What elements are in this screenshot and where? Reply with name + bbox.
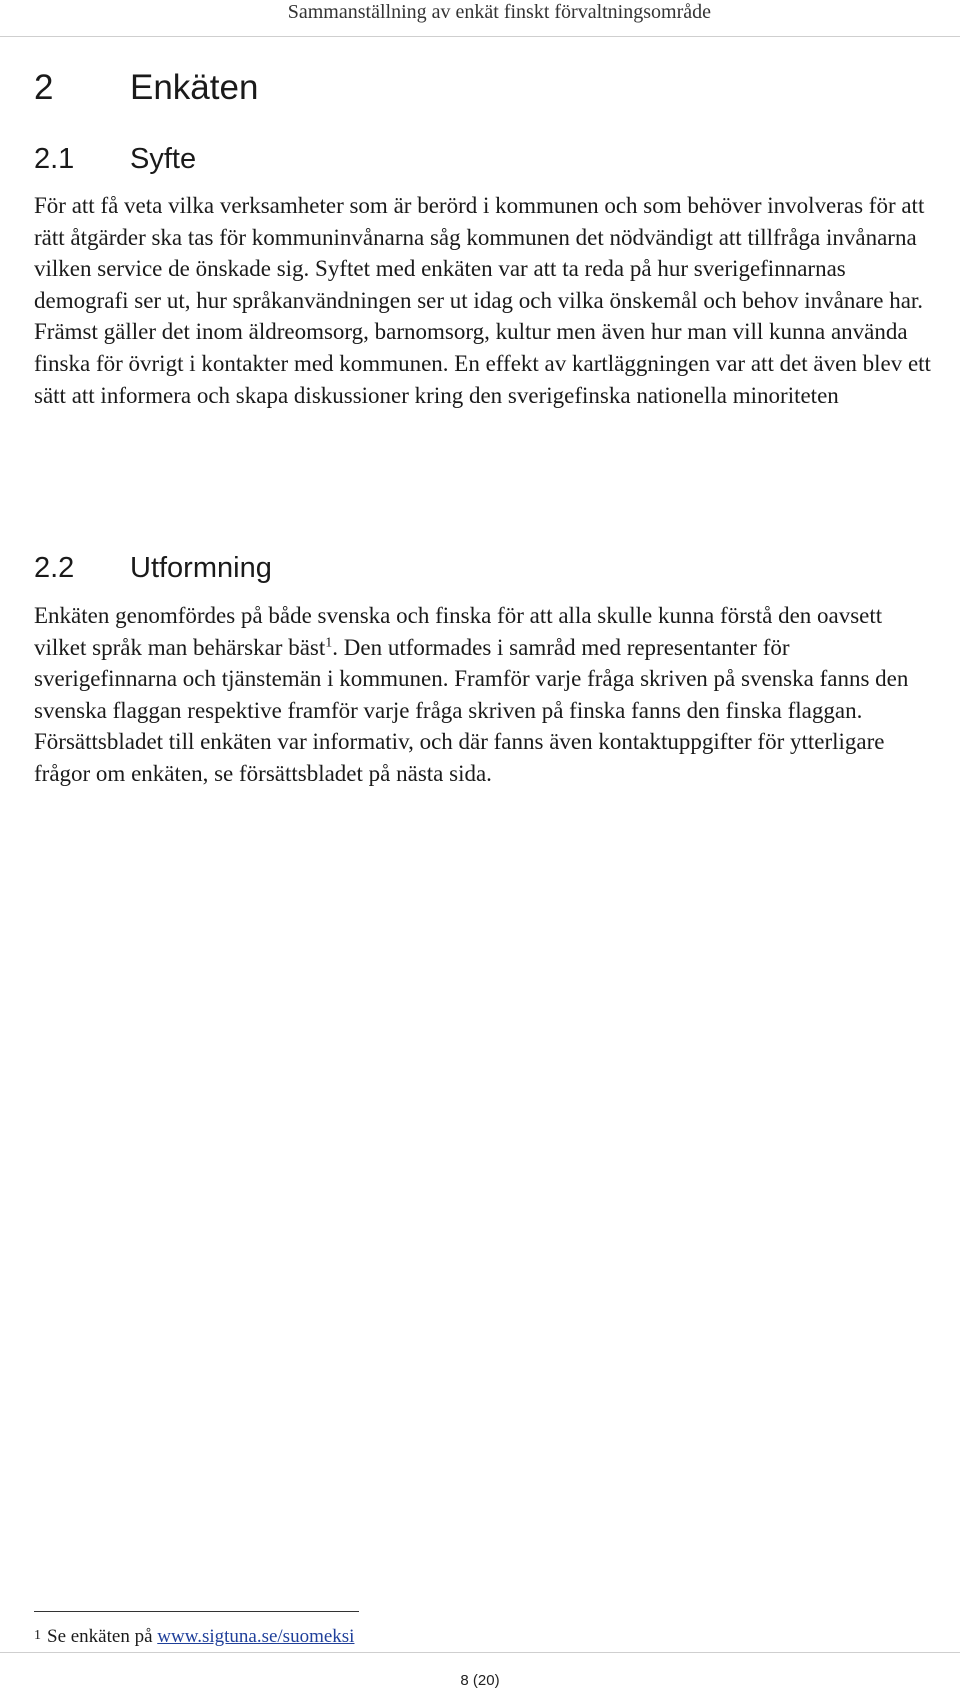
section-heading-syfte (34, 141, 196, 177)
chapter-title: Enkäten (130, 68, 259, 107)
footnote-mark: 1 (34, 1628, 41, 1643)
body-text: . Den utformades i samråd med representanter för sverigefinnarna och tjänstemän i kommunen. Framför varje fråga skriven på svenska fanns den svenska flaggan respektive framför varje fråga skriven på finska fanns den finska flaggan. Försättsbladet till enkäten var informativ, och där fanns även kontaktuppgifter för ytterligare frågor om enkäten, se försättsbladet på nästa sida. (34, 634, 909, 786)
document-title: Sammanställning av enkät finskt förvaltningsområde (287, 1, 711, 23)
section-number: 2.1 (34, 143, 75, 175)
section-number: 2.2 (34, 552, 75, 584)
chapter-number: 2 (34, 68, 54, 107)
footnote-text: Se enkäten på (47, 1626, 158, 1647)
section-body-utformning (34, 600, 934, 790)
footer-separator (0, 1652, 960, 1653)
footnote-link[interactable]: www.sigtuna.se/suomeksi (157, 1626, 355, 1647)
body-text: Enkäten genomfördes på både svenska och finska för att alla skulle kunna förstå den oavsett vilket språk man behärskar bäst (34, 603, 883, 660)
section-body-syfte: För att få veta vilka verksamheter som är berörd i kommunen och som behöver involveras för att rätt åtgärder ska tas för kommuninvånarna såg kommunen det nödvändigt att tillfråga invånarna vilken service de önskade sig. Syftet med enkäten var att ta reda på hur sverigefinnarnas demografi ser ut, hur språkanvändningen ser ut idag och vilka önskemål och behov invånare har. Främst gäller det inom äldreomsorg, barnomsorg, kultur men även hur man vill kunna använda finska för övrigt i kontakter med kommunen. En effekt av kartläggningen var att det även blev ett sätt att informera och skapa diskussioner kring den sverigefinska nationella minoriteten (34, 193, 931, 408)
footnote-separator (34, 1611, 359, 1612)
page-number: 8 (20) (460, 1672, 500, 1689)
chapter-heading (34, 66, 258, 110)
footnote (34, 1624, 354, 1649)
page-header (0, 0, 960, 37)
section-title: Syfte (130, 143, 197, 175)
footnote-reference[interactable]: 1 (325, 634, 333, 650)
section-title: Utformning (130, 552, 272, 584)
section-heading-utformning (34, 550, 272, 586)
